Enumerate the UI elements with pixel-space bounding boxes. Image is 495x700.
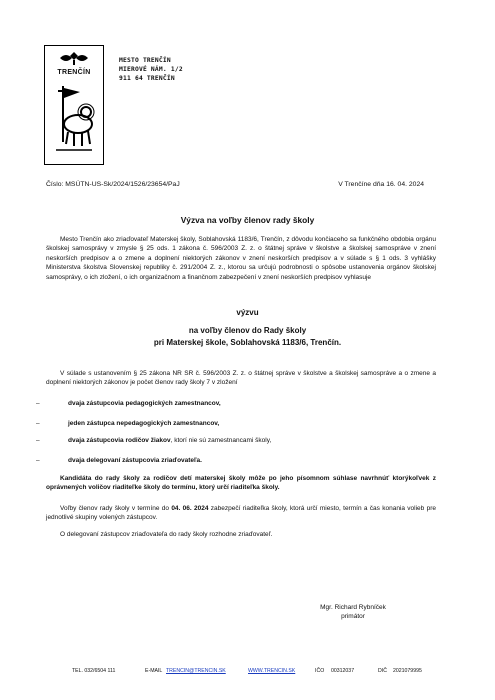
footer-email-label: E-MAIL	[145, 668, 163, 674]
candidate-paragraph: Kandidáta do rady školy za rodičov detí materskej školy môže po jeho písomnom súhlase navrhnúť ktorýkoľvek z oprávnených voličov riaditeľke školy do termínu, ktorý určí riaditeľka školy.	[46, 475, 436, 492]
subtitle-line-1: na voľby členov do Rady školy	[188, 326, 307, 335]
address-line-street: MIEROVÉ NÁM. 1/2	[119, 66, 183, 73]
signer-name: Mgr. Richard Rybníček	[320, 604, 386, 611]
vyzvu-heading: výzvu	[236, 308, 259, 317]
document-date: V Trenčíne dňa 16. 04. 2024	[338, 181, 424, 188]
reference-number: Číslo: MSÚTN-US-Sk/2024/1526/23654/PaJ	[46, 181, 180, 188]
letterhead-address	[119, 56, 183, 83]
signer-role: primátor	[341, 613, 365, 620]
lamb-crest-icon	[48, 82, 100, 162]
delegation-paragraph: O delegovaní zástupcov zriaďovateľa do rady školy rozhodne zriaďovateľ.	[60, 531, 273, 538]
dash-icon: –	[36, 457, 40, 464]
footer-email-link[interactable]: TRENCIN@TRENCIN.SK	[166, 668, 226, 674]
footer-web-link[interactable]: WWW.TRENCIN.SK	[248, 668, 296, 674]
composition-paragraph: V súlade s ustanovením § 25 zákona NR SR č. 596/2003 Z. z. o štátnej správe v školstve a školskej samospráve a o zmene a doplnení niektorých zákonov je počet členov rady školy 7 v zložení	[46, 370, 436, 387]
subtitle-line-2: pri Materskej škole, Soblahovská 1183/6, Trenčín.	[153, 338, 342, 347]
election-date-paragraph: Voľby členov rady školy v termíne do 04. 06. 2024 zabezpečí riaditeľka školy, ktorá určí miesto, termín a čas konania volieb pre jednotlivé skupiny volených zástupcov.	[46, 505, 436, 522]
footer-phone: TEL. 032/6504 111	[72, 668, 116, 674]
signature-block	[283, 603, 423, 621]
dash-icon: –	[36, 420, 40, 427]
footer-ico-label: IČO	[315, 668, 325, 674]
footer-dic: 2021079995	[393, 668, 422, 674]
address-line-postal: 911 64 TRENČÍN	[119, 75, 175, 82]
address-line-city: MESTO TRENČÍN	[119, 57, 171, 64]
document-title: Výzva na voľby členov rady školy	[180, 215, 315, 225]
election-deadline: 04. 06. 2024	[171, 505, 209, 512]
dash-icon: –	[36, 437, 40, 444]
crest-emblem-icon	[52, 50, 96, 66]
crest-name: TRENČÍN	[57, 69, 91, 76]
intro-paragraph: Mesto Trenčín ako zriaďovateľ Materskej školy, Soblahovská 1183/6, Trenčín, z dôvodu končiaceho sa funkčného obdobia orgánu školskej samosprávy v zmysle § 25 ods. 1 zákona č. 596/2003 Z. z. o štátnej správe v školstve a školskej samospráve v znení neskorších predpisov a o zmene a doplnení niektorých zákonov v znení neskorších predpisov a v súlade s § 1 ods. 3 vyhlášky Ministerstva školstva Slovenskej republiky č. 291/2004 Z. z., ktorou sa určujú podrobnosti o spôsobe ustanovenia orgánov školskej samosprávy, o ich zložení, o ich organizačnom a finančnom zabezpečení v znení neskorších predpisov vyhlasuje	[46, 236, 436, 281]
footer-ico: 00312037	[331, 668, 355, 674]
dash-icon: –	[36, 400, 40, 407]
footer-dic-label: DIČ	[378, 668, 387, 674]
